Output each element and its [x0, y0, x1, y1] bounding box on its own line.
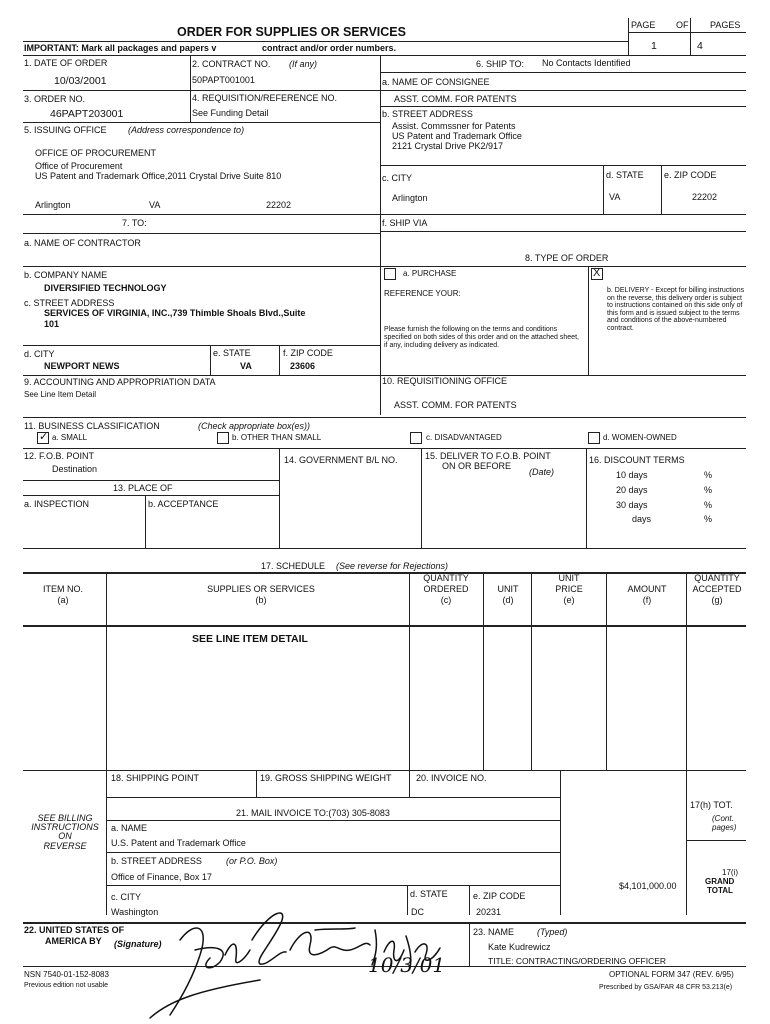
issuing-office-line1: Office of Procurement — [35, 161, 123, 171]
rule — [409, 572, 410, 770]
rule — [23, 214, 746, 215]
x-mark-icon: X — [593, 267, 601, 279]
rule — [531, 572, 532, 770]
rule — [145, 495, 146, 548]
delivery-text: b. DELIVERY - Except for billing instructions on the reverse, this delivery order is subject to instructions contained on this side only of this form and is issued subject to the terms and conditions of the above-numbered contract. — [607, 287, 745, 332]
ship-state-value: VA — [609, 192, 621, 202]
rule — [106, 572, 107, 915]
discount-terms-label: 16. DISCOUNT TERMS — [589, 455, 685, 465]
issuing-office-city: Arlington — [35, 200, 71, 210]
pages-value: 4 — [697, 40, 703, 52]
typed-name-value: Kate Kudrewicz — [488, 942, 551, 952]
rule — [603, 165, 604, 214]
col-qty-ordered-2: ORDERED — [423, 584, 469, 594]
issuing-office-line2: US Patent and Trademark Office,2011 Crystal Drive Suite 810 — [35, 171, 282, 181]
rule — [106, 797, 560, 798]
col-qty-ordered-1: QUANTITY — [423, 573, 469, 583]
invoice-street-note: (or P.O. Box) — [226, 856, 278, 866]
rule — [421, 448, 422, 548]
consignee-value: ASST. COMM. FOR PATENTS — [394, 94, 517, 104]
to-label: 7. TO: — [122, 218, 147, 228]
rule — [106, 820, 560, 821]
consignee-label: a. NAME OF CONSIGNEE — [382, 77, 490, 87]
optional-form-number: OPTIONAL FORM 347 (REV. 6/95) — [609, 970, 734, 979]
issuing-office-state: VA — [149, 200, 161, 210]
date-of-order-label: 1. DATE OF ORDER — [24, 58, 108, 68]
requisition-value: See Funding Detail — [192, 108, 269, 118]
discount-days: 10 days — [616, 470, 648, 480]
ship-zip-label: e. ZIP CODE — [664, 170, 717, 180]
issuing-office-name: OFFICE OF PROCUREMENT — [35, 148, 156, 158]
delivery-checkbox[interactable] — [591, 268, 603, 280]
order-no-label: 3. ORDER NO. — [24, 94, 86, 104]
women-owned-label: d. WOMEN-OWNED — [603, 433, 677, 442]
pages-label: PAGES — [710, 20, 741, 30]
requisition-label: 4. REQUISITION/REFERENCE NO. — [192, 93, 338, 103]
rule — [190, 55, 191, 122]
col-qty-accepted-2: ACCEPTED — [692, 584, 742, 594]
of-label: OF — [676, 20, 689, 30]
contractor-zip-label: f. ZIP CODE — [283, 348, 333, 358]
important-note: IMPORTANT: Mark all packages and papers v — [24, 43, 217, 53]
previous-edition-note: Previous edition not usable — [24, 982, 109, 989]
billing-instructions-2: INSTRUCTIONS — [31, 822, 99, 832]
rule — [106, 885, 560, 886]
invoice-city-label: c. CITY — [111, 892, 142, 902]
ship-street-line1: Assist. Commssner for Patents — [392, 121, 516, 131]
rule — [380, 106, 746, 107]
billing-instructions-1: SEE BILLING — [37, 813, 93, 823]
rule — [23, 495, 279, 496]
rule — [469, 885, 470, 915]
col-supplies-sub: (b) — [255, 595, 267, 605]
billing-instructions-4: REVERSE — [43, 841, 87, 851]
rule — [469, 922, 470, 966]
invoice-zip-label: e. ZIP CODE — [473, 891, 526, 901]
ship-via-label: f. SHIP VIA — [382, 218, 428, 228]
contractor-name-label: a. NAME OF CONTRACTOR — [24, 238, 141, 248]
check-mark-icon: ✓ — [39, 431, 49, 443]
united-states-label-2: AMERICA BY — [45, 936, 102, 946]
disadvantaged-checkbox[interactable] — [410, 432, 422, 444]
rule — [586, 448, 587, 548]
contractor-zip-value: 23606 — [290, 361, 316, 371]
contractor-street-label: c. STREET ADDRESS — [24, 298, 115, 308]
issuing-office-label: 5. ISSUING OFFICE — [24, 125, 107, 135]
discount-pct: % — [704, 514, 713, 524]
rule — [690, 18, 691, 56]
mail-invoice-label: 21. MAIL INVOICE TO:(703) 305-8083 — [236, 808, 390, 818]
rule — [380, 72, 746, 73]
company-name-label: b. COMPANY NAME — [24, 270, 108, 280]
rule — [23, 480, 279, 481]
schedule-note: (See reverse for Rejections) — [336, 561, 449, 571]
rule — [256, 770, 257, 797]
billing-instructions-3: ON — [58, 831, 72, 841]
rule — [279, 345, 280, 375]
rule — [23, 448, 746, 449]
col-qty-accepted-1: QUANTITY — [694, 573, 740, 583]
total-17h-label: 17(h) TOT. — [690, 800, 733, 810]
contractor-state-value: VA — [240, 361, 252, 371]
deliver-fob-note: (Date) — [529, 467, 555, 477]
title-value: TITLE: CONTRACTING/ORDERING OFFICER — [488, 956, 667, 966]
contractor-state-label: e. STATE — [213, 348, 251, 358]
requisitioning-office-label: 10. REQUISITIONING OFFICE — [382, 376, 508, 386]
reference-your-label: REFERENCE YOUR: — [384, 289, 461, 298]
invoice-city-value: Washington — [111, 907, 159, 917]
rule — [23, 233, 380, 234]
accounting-value: See Line Item Detail — [24, 390, 97, 399]
rule — [380, 165, 746, 166]
purchase-checkbox[interactable] — [384, 268, 396, 280]
deliver-fob-label-2: ON OR BEFORE — [442, 461, 512, 471]
col-unit-price-1: UNIT — [558, 573, 580, 583]
signature-note: (Signature) — [114, 939, 162, 949]
rule — [661, 165, 662, 214]
invoice-name-label: a. NAME — [111, 823, 148, 833]
ship-street-line3: 2121 Crystal Drive PK2/917 — [392, 141, 504, 151]
col-unit-price-sub: (e) — [563, 595, 575, 605]
col-qty-ordered-sub: (c) — [440, 595, 452, 605]
ship-city-value: Arlington — [392, 193, 428, 203]
contract-no-value: 50PAPT001001 — [192, 75, 255, 85]
col-qty-accepted-sub: (g) — [711, 595, 723, 605]
disadvantaged-label: c. DISADVANTAGED — [426, 433, 502, 442]
business-class-label: 11. BUSINESS CLASSIFICATION — [24, 421, 160, 431]
col-unit-sub: (d) — [502, 595, 514, 605]
rule — [23, 266, 746, 267]
rule — [23, 417, 746, 418]
col-item-no-sub: (a) — [57, 595, 69, 605]
type-of-order-label: 8. TYPE OF ORDER — [525, 253, 609, 263]
ship-zip-value: 22202 — [692, 192, 718, 202]
nsn-number: NSN 7540-01-152-8083 — [24, 970, 109, 979]
invoice-state-value: DC — [411, 907, 424, 917]
date-of-order-value: 10/03/2001 — [54, 75, 107, 87]
deliver-fob-label-1: 15. DELIVER TO F.O.B. POINT — [425, 451, 551, 461]
grand-total-label-3: TOTAL — [707, 886, 733, 895]
invoice-street-label: b. STREET ADDRESS — [111, 856, 202, 866]
rule — [588, 266, 589, 376]
discount-pct: % — [704, 485, 713, 495]
col-supplies: SUPPLIES OR SERVICES — [207, 584, 315, 594]
other-than-small-checkbox[interactable] — [217, 432, 229, 444]
page-value: 1 — [651, 40, 657, 52]
fob-point-label: 12. F.O.B. POINT — [24, 451, 95, 461]
rule — [628, 18, 629, 56]
important-note-tail: contract and/or order numbers. — [262, 43, 397, 53]
inspection-label: a. INSPECTION — [24, 499, 90, 509]
page-label: PAGE — [631, 20, 656, 30]
total-17h-note-1: (Cont. — [712, 814, 734, 823]
ship-street-label: b. STREET ADDRESS — [382, 109, 473, 119]
grand-total-value: $4,101,000.00 — [619, 881, 677, 891]
discount-days: 20 days — [616, 485, 648, 495]
united-states-label-1: 22. UNITED STATES OF — [24, 925, 125, 935]
contractor-city-value: NEWPORT NEWS — [44, 361, 120, 371]
furnish-text: Please furnish the following on the terms and conditions specified on both sides of this order and on the attached sheet, if any, including delivery as indicated. — [384, 326, 579, 349]
rule — [23, 770, 746, 771]
ship-state-label: d. STATE — [606, 170, 644, 180]
company-name-value: DIVERSIFIED TECHNOLOGY — [44, 283, 167, 293]
contract-no-label: 2. CONTRACT NO. — [192, 59, 271, 69]
form-title: ORDER FOR SUPPLIES OR SERVICES — [177, 25, 406, 39]
prescribed-by: Prescribed by GSA/FAR 48 CFR 53.213(e) — [599, 984, 733, 991]
gov-bl-label: 14. GOVERNMENT B/L NO. — [284, 455, 398, 465]
small-checkbox[interactable] — [37, 432, 49, 444]
rule — [23, 548, 746, 549]
fob-point-value: Destination — [52, 464, 98, 474]
purchase-label: a. PURCHASE — [403, 269, 457, 278]
col-unit-price-2: PRICE — [555, 584, 583, 594]
ship-to-label: 6. SHIP TO: — [476, 59, 525, 69]
acceptance-label: b. ACCEPTANCE — [148, 499, 219, 509]
rule — [210, 345, 211, 375]
handwritten-signature — [140, 900, 460, 1020]
rule — [606, 572, 607, 770]
rule — [279, 448, 280, 548]
invoice-state-label: d. STATE — [410, 889, 448, 899]
issuing-office-zip: 22202 — [266, 200, 292, 210]
rule — [483, 572, 484, 770]
grand-total-label-1: 17(i) — [722, 868, 739, 877]
invoice-zip-value: 20231 — [476, 907, 502, 917]
rule — [380, 231, 746, 232]
contractor-city-label: d. CITY — [24, 349, 55, 359]
issuing-office-note: (Address correspondence to) — [128, 125, 245, 135]
schedule-label: 17. SCHEDULE — [261, 561, 326, 571]
handwritten-date: 10/3/01 — [368, 953, 446, 977]
accounting-label: 9. ACCOUNTING AND APPROPRIATION DATA — [24, 377, 216, 387]
typed-name-label: 23. NAME — [473, 927, 515, 937]
col-amount-sub: (f) — [642, 595, 652, 605]
ship-street-line2: US Patent and Trademark Office — [392, 131, 522, 141]
rule — [628, 32, 746, 33]
discount-pct: % — [704, 500, 713, 510]
gross-weight-label: 19. GROSS SHIPPING WEIGHT — [260, 773, 392, 783]
grand-total-label-2: GRAND — [705, 877, 735, 886]
ship-city-label: c. CITY — [382, 173, 413, 183]
col-amount: AMOUNT — [627, 584, 667, 594]
rule — [106, 852, 560, 853]
contractor-street-line1: SERVICES OF VIRGINIA, INC.,739 Thimble Shoals Blvd.,Suite — [44, 308, 306, 318]
col-item-no: ITEM NO. — [43, 584, 83, 594]
contract-no-note: (If any) — [289, 59, 318, 69]
rule — [23, 55, 746, 56]
discount-pct: % — [704, 470, 713, 480]
see-line-item-detail: SEE LINE ITEM DETAIL — [192, 633, 308, 645]
rule — [380, 90, 746, 91]
ship-to-contacts: No Contacts Identified — [542, 58, 631, 68]
women-owned-checkbox[interactable] — [588, 432, 600, 444]
other-than-small-label: b. OTHER THAN SMALL — [232, 433, 322, 442]
rule — [686, 840, 746, 841]
order-no-value: 46PAPT203001 — [50, 108, 124, 120]
typed-name-note: (Typed) — [537, 927, 568, 937]
invoice-name-value: U.S. Patent and Trademark Office — [111, 838, 246, 848]
col-unit: UNIT — [497, 584, 519, 594]
rule — [23, 90, 380, 91]
rule — [23, 625, 746, 627]
requisitioning-office-value: ASST. COMM. FOR PATENTS — [394, 400, 517, 410]
rule — [23, 41, 628, 42]
rule — [409, 770, 410, 797]
invoice-street-value: Office of Finance, Box 17 — [111, 872, 212, 882]
invoice-no-label: 20. INVOICE NO. — [416, 773, 487, 783]
rule — [380, 55, 381, 415]
business-class-note: (Check appropriate box(es)) — [198, 421, 311, 431]
total-17h-note-2: pages) — [712, 823, 737, 832]
rule — [560, 770, 561, 915]
contractor-street-line2: 101 — [44, 319, 60, 329]
rule — [23, 345, 380, 346]
small-label: a. SMALL — [52, 433, 88, 442]
shipping-point-label: 18. SHIPPING POINT — [111, 773, 200, 783]
discount-days: days — [632, 514, 652, 524]
rule — [23, 122, 380, 123]
place-of-label: 13. PLACE OF — [113, 483, 173, 493]
rule — [686, 572, 687, 915]
discount-days: 30 days — [616, 500, 648, 510]
rule — [23, 572, 746, 574]
